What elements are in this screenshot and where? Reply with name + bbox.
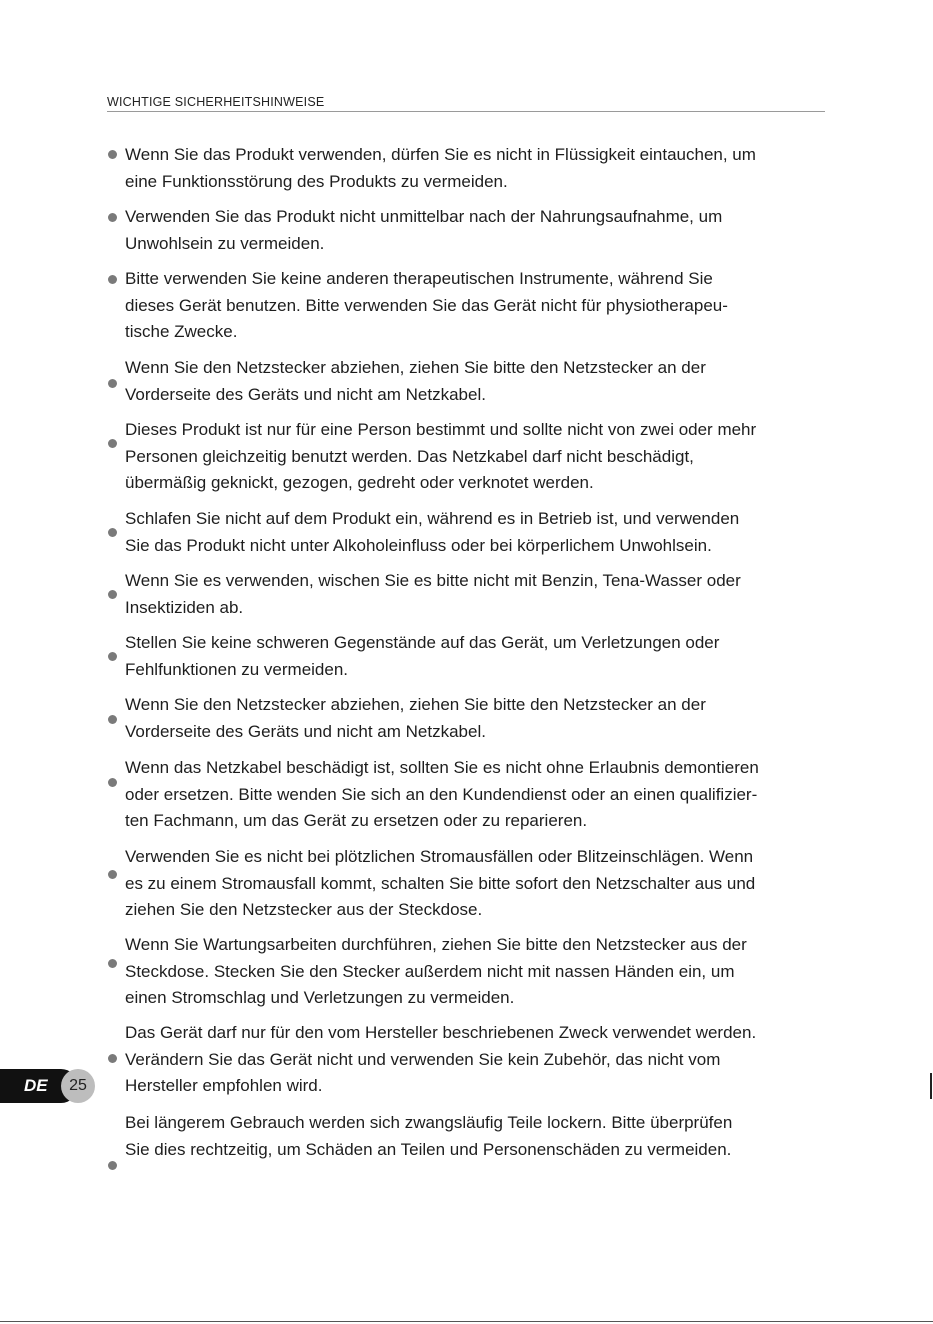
bottom-rule <box>0 1321 933 1322</box>
text-line: Fehlfunktionen zu vermeiden. <box>125 659 349 679</box>
list-item <box>108 204 833 257</box>
bullet-icon <box>108 439 117 448</box>
list-item <box>108 932 833 1012</box>
list-item-text <box>125 355 833 408</box>
list-item <box>108 417 833 497</box>
bullet-icon <box>108 528 117 537</box>
text-line: Wenn Sie Wartungsarbeiten durchführen, ziehen Sie bitte den Netzstecker aus der <box>125 935 747 954</box>
list-item <box>108 1110 833 1163</box>
text-line: Wenn Sie es verwenden, wischen Sie es bitte nicht mit Benzin, Tena-Wasser oder <box>125 571 741 590</box>
text-line: Sie dies rechtzeitig, um Schäden an Teilen und Personenschäden zu vermeiden. <box>125 1139 732 1159</box>
list-item <box>108 355 833 408</box>
text-line: dieses Gerät benutzen. Bitte verwenden Sie das Gerät nicht für physiotherapeu- <box>125 295 728 315</box>
list-item <box>108 506 833 559</box>
text-line: Hersteller empfohlen wird. <box>125 1076 323 1095</box>
list-item-text <box>125 568 833 621</box>
margin-marker <box>930 1073 932 1099</box>
bullet-icon <box>108 150 117 159</box>
list-item <box>108 630 833 683</box>
list-item-text <box>125 506 833 559</box>
text-line: ten Fachmann, um das Gerät zu ersetzen oder zu reparieren. <box>125 811 588 830</box>
text-line: Wenn Sie das Produkt verwenden, dürfen Sie es nicht in Flüssigkeit eintauchen, um <box>125 145 756 164</box>
list-item <box>108 692 833 745</box>
bullet-icon <box>108 715 117 724</box>
text-line: übermäßig geknickt, gezogen, gedreht oder verknotet werden. <box>125 473 594 492</box>
text-line: Das Gerät darf nur für den vom Hersteller beschriebenen Zweck verwendet werden. <box>125 1023 757 1042</box>
list-item <box>108 266 833 346</box>
bullet-icon <box>108 590 117 599</box>
text-line: Schlafen Sie nicht auf dem Produkt ein, während es in Betrieb ist, und verwenden <box>125 509 740 528</box>
text-line: tische Zwecke. <box>125 322 238 341</box>
text-line: Stellen Sie keine schweren Gegenstände auf das Gerät, um Verletzungen oder <box>125 633 720 652</box>
text-line: oder ersetzen. Bitte wenden Sie sich an den Kundendienst oder an einen qualifizier- <box>125 784 758 804</box>
text-line: Personen gleichzeitig benutzt werden. Das Netzkabel darf nicht beschädigt, <box>125 446 694 466</box>
bullet-icon <box>108 959 117 968</box>
list-item <box>108 142 833 195</box>
bullet-icon <box>108 870 117 879</box>
text-line: Wenn Sie den Netzstecker abziehen, ziehen Sie bitte den Netzstecker an der <box>125 695 706 714</box>
text-line: Steckdose. Stecken Sie den Stecker außerdem nicht mit nassen Händen ein, um <box>125 961 735 981</box>
text-line: es zu einem Stromausfall kommt, schalten Sie bitte sofort den Netzschalter aus und <box>125 873 756 893</box>
text-line: Verwenden Sie es nicht bei plötzlichen Stromausfällen oder Blitzeinschlägen. Wenn <box>125 847 754 866</box>
language-label: DE <box>24 1076 48 1095</box>
text-line: Wenn Sie den Netzstecker abziehen, ziehen Sie bitte den Netzstecker an der <box>125 358 706 377</box>
bullet-icon <box>108 213 117 222</box>
text-line: Wenn das Netzkabel beschädigt ist, sollten Sie es nicht ohne Erlaubnis demontieren <box>125 758 759 777</box>
list-item-text <box>125 204 833 257</box>
list-item-text <box>125 266 833 346</box>
section-header: WICHTIGE SICHERHEITSHINWEISE <box>107 95 825 112</box>
text-line: eine Funktionsstörung des Produkts zu vermeiden. <box>125 171 508 191</box>
list-item-text <box>125 844 833 924</box>
text-line: ziehen Sie den Netzstecker aus der Steckdose. <box>125 900 483 919</box>
list-item-text <box>125 417 833 497</box>
text-line: einen Stromschlag und Verletzungen zu vermeiden. <box>125 988 515 1007</box>
text-line: Bitte verwenden Sie keine anderen therapeutischen Instrumente, während Sie <box>125 269 713 288</box>
text-line: Sie das Produkt nicht unter Alkoholeinfluss oder bei körperlichem Unwohlsein. <box>125 535 712 555</box>
list-item-text <box>125 630 833 683</box>
text-line: Unwohlsein zu vermeiden. <box>125 233 325 253</box>
text-line: Verändern Sie das Gerät nicht und verwenden Sie kein Zubehör, das nicht vom <box>125 1049 721 1069</box>
list-item-text <box>125 932 833 1012</box>
text-line: Vorderseite des Geräts und nicht am Netzkabel. <box>125 721 486 741</box>
bullet-icon <box>108 1161 117 1170</box>
bullet-icon <box>108 652 117 661</box>
text-line: Verwenden Sie das Produkt nicht unmittelbar nach der Nahrungsaufnahme, um <box>125 207 723 226</box>
list-item-text <box>125 1110 833 1163</box>
list-item <box>108 1020 833 1100</box>
text-line: Bei längerem Gebrauch werden sich zwangsläufig Teile lockern. Bitte überprüfen <box>125 1113 733 1132</box>
list-item-text <box>125 692 833 745</box>
bullet-icon <box>108 1054 117 1063</box>
list-item-text <box>125 755 833 835</box>
page-number: 25 <box>61 1069 95 1103</box>
bullet-icon <box>108 778 117 787</box>
bullet-icon <box>108 379 117 388</box>
list-item-text <box>125 1020 833 1100</box>
text-line: Insektiziden ab. <box>125 597 244 617</box>
list-item <box>108 568 833 621</box>
list-item <box>108 755 833 835</box>
bullet-icon <box>108 275 117 284</box>
text-line: Dieses Produkt ist nur für eine Person bestimmt und sollte nicht von zwei oder mehr <box>125 420 757 439</box>
text-line: Vorderseite des Geräts und nicht am Netzkabel. <box>125 384 486 404</box>
list-item <box>108 844 833 924</box>
list-item-text <box>125 142 833 195</box>
